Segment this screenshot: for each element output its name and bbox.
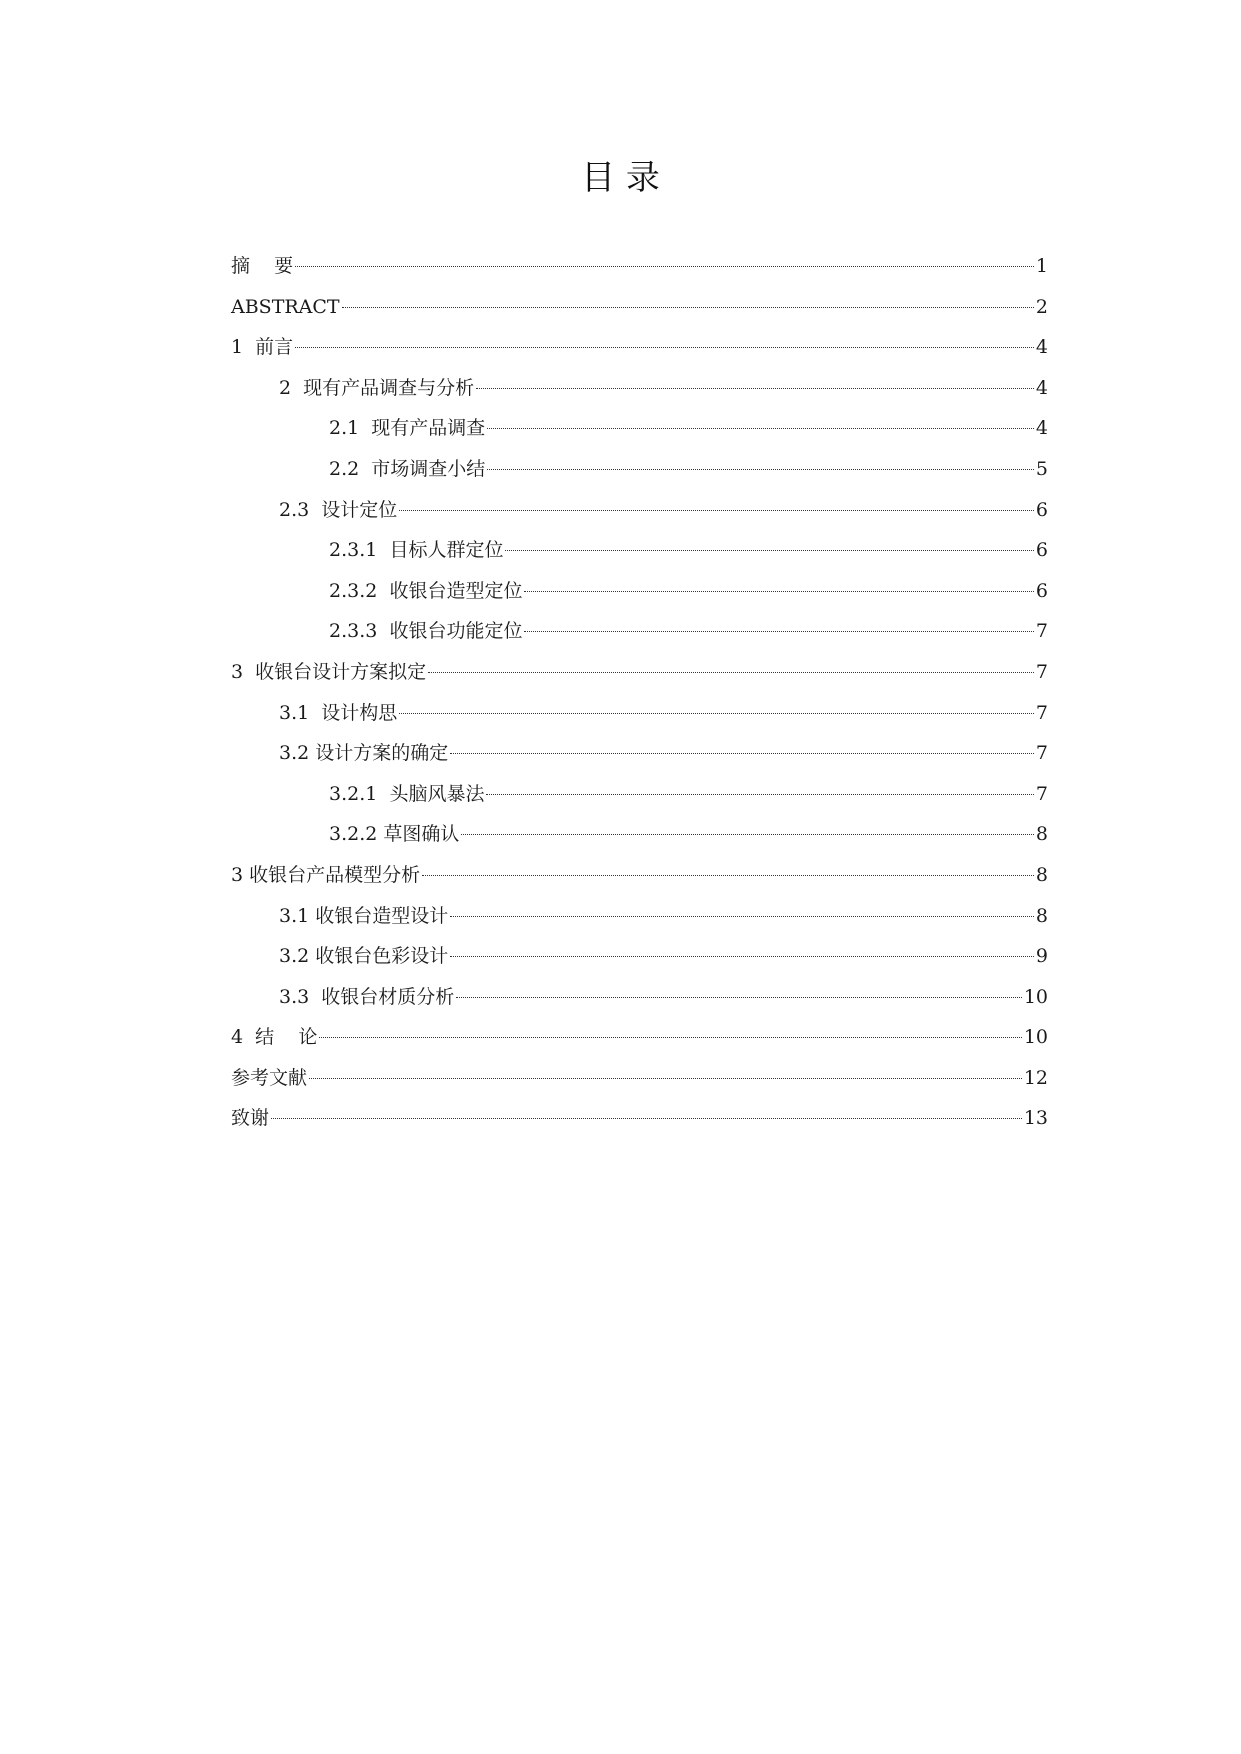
toc-dot-leader xyxy=(319,1037,1021,1038)
toc-entry-number: 3.2.2 xyxy=(329,823,384,846)
toc-dot-leader xyxy=(309,1078,1022,1079)
toc-dot-leader xyxy=(450,916,1034,917)
toc-entry-number: 2.3.3 xyxy=(329,620,390,643)
toc-entry[interactable] xyxy=(231,578,1048,619)
toc-dot-leader xyxy=(428,672,1034,673)
toc-entry-page-number: 4 xyxy=(1035,417,1048,440)
toc-entry-number: 2.3 xyxy=(279,498,322,521)
toc-entry-title: 收银台产品模型分析 xyxy=(249,863,421,886)
toc-entry-title: 设计方案的确定 xyxy=(315,742,449,765)
toc-entry-title: 致谢 xyxy=(231,1107,270,1130)
toc-dot-leader xyxy=(295,266,1034,267)
toc-entry[interactable] xyxy=(231,1024,1048,1065)
toc-dot-leader xyxy=(524,591,1033,592)
toc-entry-title: 结 论 xyxy=(255,1026,318,1049)
toc-dot-leader xyxy=(399,713,1034,714)
toc-entry-number: 2.2 xyxy=(329,457,372,480)
toc-entry-number: 4 xyxy=(231,1026,256,1049)
toc-entry[interactable] xyxy=(231,740,1048,781)
toc-entry-page-number: 8 xyxy=(1035,863,1048,886)
toc-entry-page-number: 5 xyxy=(1035,457,1048,480)
toc-entry-page-number: 4 xyxy=(1035,336,1048,359)
toc-dot-leader xyxy=(342,307,1034,308)
toc-entry-title: 市场调查小结 xyxy=(371,457,486,480)
toc-entry-title: 草图确认 xyxy=(383,823,460,846)
toc-entry-title: 摘 要 xyxy=(231,255,294,277)
toc-entry-title: 目标人群定位 xyxy=(389,539,504,562)
toc-entry[interactable] xyxy=(231,294,1048,335)
toc-entry-number: 2.3.1 xyxy=(329,539,390,562)
toc-dot-leader xyxy=(487,428,1034,429)
toc-entry-page-number: 6 xyxy=(1035,579,1048,602)
toc-entry-page-number: 1 xyxy=(1035,255,1048,277)
toc-entry[interactable] xyxy=(231,1065,1048,1106)
toc-dot-leader xyxy=(422,875,1034,876)
toc-entry-page-number: 10 xyxy=(1023,1026,1048,1049)
toc-entry-number: 2.3.2 xyxy=(329,579,390,602)
toc-entry-title: 头脑风暴法 xyxy=(389,782,485,805)
toc-entry-page-number: 10 xyxy=(1023,985,1048,1008)
toc-entry-page-number: 8 xyxy=(1035,904,1048,927)
toc-entry-page-number: 7 xyxy=(1035,701,1048,724)
toc-entry[interactable] xyxy=(231,943,1048,984)
toc-entry-title: 收银台造型设计 xyxy=(315,904,449,927)
toc-entry-title: 设计构思 xyxy=(321,701,398,724)
toc-entry-page-number: 2 xyxy=(1035,295,1048,318)
toc-entry-number: 3.1 xyxy=(279,904,316,927)
toc-entry[interactable] xyxy=(231,375,1048,416)
toc-entry-number: 3 xyxy=(231,660,256,683)
toc-entry-page-number: 6 xyxy=(1035,539,1048,562)
toc-entry-number: 3.2 xyxy=(279,945,316,968)
toc-entry-title: 收银台功能定位 xyxy=(389,620,523,643)
toc-entry[interactable] xyxy=(231,862,1048,903)
toc-entry-number: 3.3 xyxy=(279,985,322,1008)
toc-entry-page-number: 12 xyxy=(1023,1066,1048,1089)
toc-entry-title: 现有产品调查 xyxy=(371,417,486,440)
toc-entry-number: 3.2 xyxy=(279,742,316,765)
toc-entry-number: 3 xyxy=(231,863,250,886)
toc-dot-leader xyxy=(461,834,1034,835)
toc-dot-leader xyxy=(450,753,1034,754)
toc-entry-page-number: 7 xyxy=(1035,782,1048,805)
page-title: 目 录 xyxy=(581,158,660,198)
toc-dot-leader xyxy=(524,631,1033,632)
toc-entry-title: 收银台色彩设计 xyxy=(315,945,449,968)
toc-dot-leader xyxy=(295,347,1034,348)
toc-entry[interactable] xyxy=(231,497,1048,538)
toc-entry-number: 2.1 xyxy=(329,417,372,440)
toc-entry[interactable] xyxy=(231,1105,1048,1146)
toc-entry[interactable] xyxy=(231,456,1048,497)
table-of-contents xyxy=(231,253,1048,1146)
toc-dot-leader xyxy=(476,388,1034,389)
toc-dot-leader xyxy=(399,510,1034,511)
toc-entry-title: 现有产品调查与分析 xyxy=(303,376,475,399)
toc-entry-title: 设计定位 xyxy=(321,498,398,521)
toc-dot-leader xyxy=(486,794,1033,795)
toc-entry-title: 收银台设计方案拟定 xyxy=(255,660,427,683)
toc-entry-page-number: 6 xyxy=(1035,498,1048,521)
toc-dot-leader xyxy=(450,956,1034,957)
toc-entry-title: ABSTRACT xyxy=(231,295,340,318)
toc-entry[interactable] xyxy=(231,781,1048,822)
toc-entry-page-number: 13 xyxy=(1023,1107,1048,1130)
toc-entry-title: 前言 xyxy=(255,336,294,359)
toc-entry[interactable] xyxy=(231,984,1048,1025)
toc-dot-leader xyxy=(487,469,1034,470)
toc-entry-title: 收银台造型定位 xyxy=(389,579,523,602)
toc-entry[interactable] xyxy=(231,700,1048,741)
toc-entry-number: 1 xyxy=(231,336,256,359)
toc-entry-page-number: 9 xyxy=(1035,945,1048,968)
toc-entry-number: 3.1 xyxy=(279,701,322,724)
toc-entry-number: 2 xyxy=(279,376,304,399)
toc-entry[interactable] xyxy=(231,903,1048,944)
toc-entry[interactable] xyxy=(231,618,1048,659)
toc-entry-page-number: 8 xyxy=(1035,823,1048,846)
toc-entry-page-number: 7 xyxy=(1035,742,1048,765)
toc-entry[interactable] xyxy=(231,253,1048,294)
toc-entry-number: 3.2.1 xyxy=(329,782,390,805)
toc-dot-leader xyxy=(505,550,1033,551)
toc-entry[interactable] xyxy=(231,821,1048,862)
toc-entry-page-number: 4 xyxy=(1035,376,1048,399)
toc-entry-page-number: 7 xyxy=(1035,660,1048,683)
toc-entry-page-number: 7 xyxy=(1035,620,1048,643)
toc-entry[interactable] xyxy=(231,415,1048,456)
toc-entry[interactable] xyxy=(231,659,1048,700)
toc-entry-title: 收银台材质分析 xyxy=(321,985,455,1008)
toc-dot-leader xyxy=(271,1118,1022,1119)
toc-entry-title: 参考文献 xyxy=(231,1066,308,1089)
toc-dot-leader xyxy=(456,997,1022,998)
toc-entry[interactable] xyxy=(231,334,1048,375)
toc-entry[interactable] xyxy=(231,537,1048,578)
